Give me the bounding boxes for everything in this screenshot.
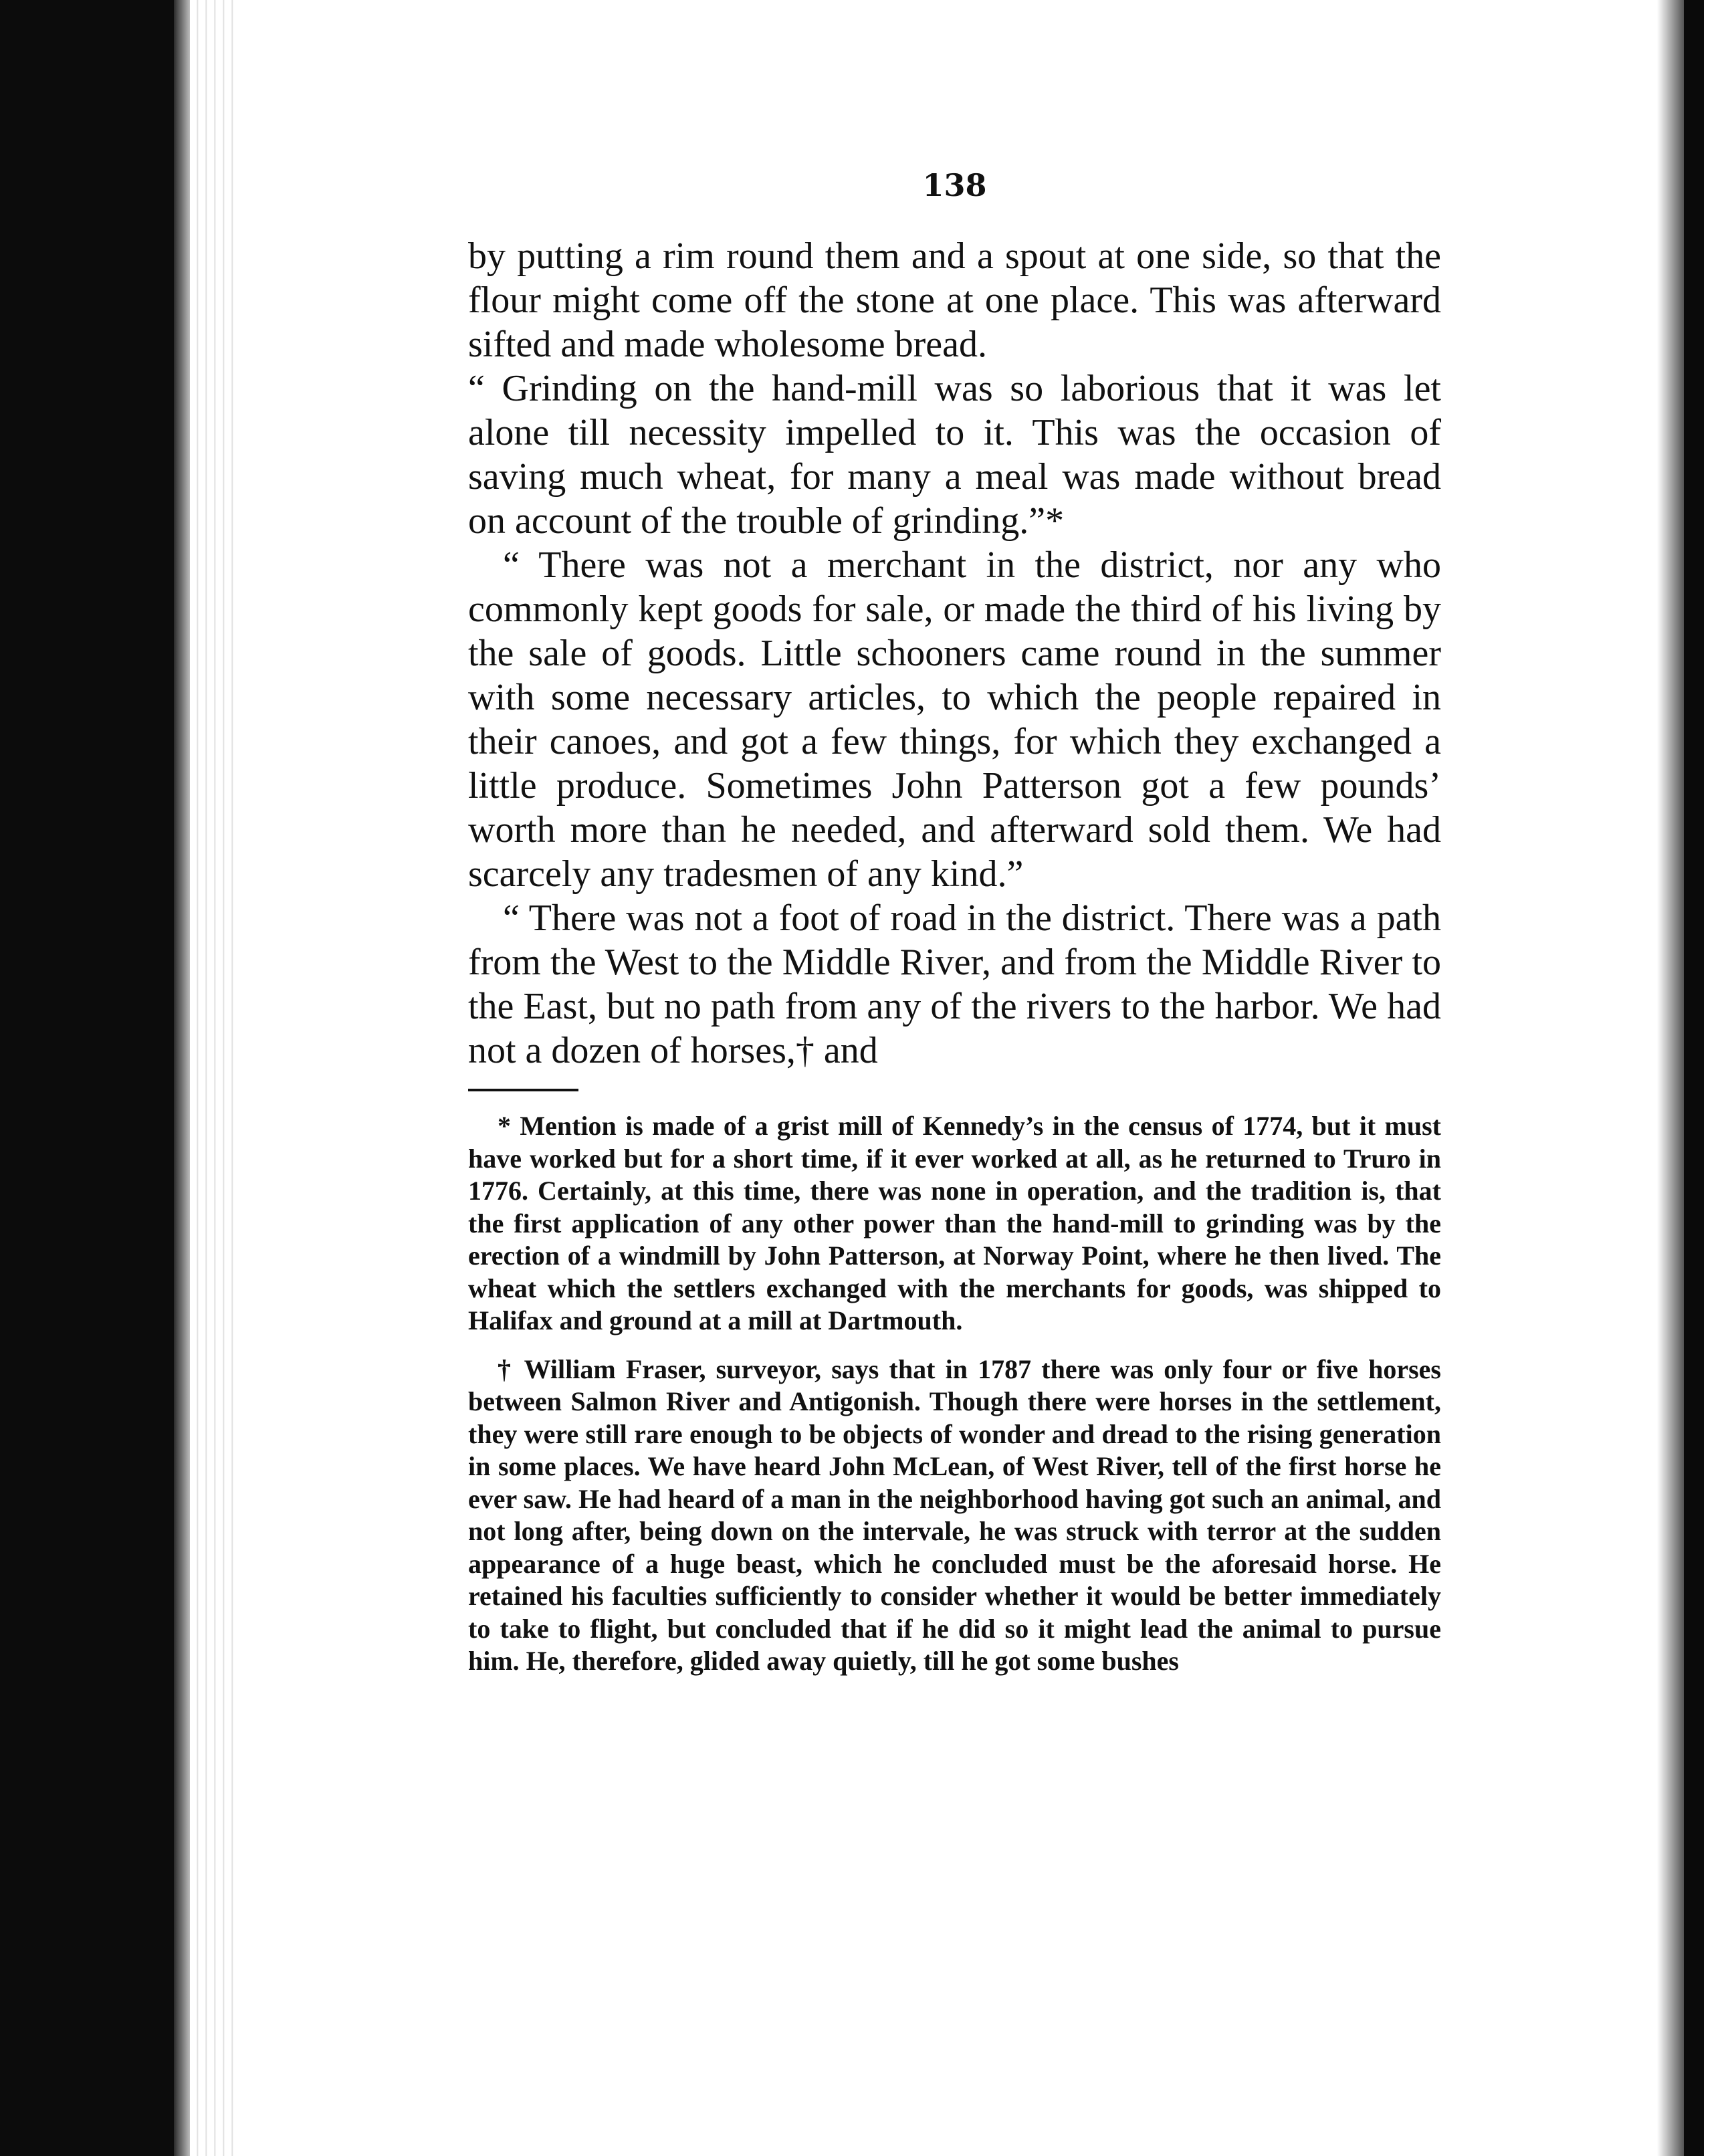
page-right-shadow	[1657, 0, 1684, 2156]
footnote: * Mention is made of a grist mill of Kennedy’s in the census of 1774, but it must have worked but for a short time, if it ever worked at all, as he returned to Truro in 1776. Certainly, at this time, there was none in operation, and the tradition is, that the first application of any other power than the hand-mill to grinding was by the erection of a windmill by John Patterson, at Norway Point, where he then lived. The wheat which the settlers exchanged with the merchants for goods, was shipped to Halifax and ground at a mill at Dartmouth.	[468, 1111, 1441, 1335]
scan-dark-border-left	[0, 0, 174, 2156]
paragraph: “ There was not a merchant in the district, nor any who commonly kept goods for sale, or made the third of his living by the sale of goods. Little schooners came round in the summer with some necessary articles, to which the people repaired in their canoes, and got a few things, for which they exchanged a little produce. Sometimes John Patterson got a few pounds’ worth more than he needed, and afterward sold them. We had scarcely any tradesmen of any kind.”	[468, 544, 1441, 895]
scan-dark-border-right	[1684, 0, 1704, 2156]
paragraph: “ Grinding on the hand-mill was so laborious that it was let alone till necessity impelled to it. This was the occasion of saving much wheat, for many a meal was made without bread on account of the trouble of grinding.”*	[468, 368, 1441, 542]
book-spine-edge	[174, 0, 190, 2156]
footnote: † William Fraser, surveyor, says that in 1787 there was only four or five horses between Salmon River and Antigonish. Though there were horses in the settlement, they were still rare enough to be objects of wonder and dread to the rising generation in some places. We have heard John McLean, of West River, tell of the first horse he ever saw. He had heard of a man in the neighborhood having got such an animal, and not long after, being down on the intervale, he was struck with terror at the sudden appearance of a huge beast, which he concluded must be the aforesaid horse. He retained his faculties sufficiently to consider whether it would be better immediately to take to flight, but concluded that if he did so it might lead the animal to pursue him. He, therefore, glided away quietly, till he got some bushes	[468, 1354, 1441, 1676]
page-stack-edges	[190, 0, 237, 2156]
book-page	[468, 167, 1441, 1694]
paragraph: “ There was not a foot of road in the district. There was a path from the West to the Middle River, and from the Middle River to the East, but no path from any of the rivers to the harbor. We had not a dozen of horses,† and	[468, 897, 1441, 1071]
scan-margin-right	[1704, 0, 1736, 2156]
footnotes	[468, 1110, 1441, 1678]
footnote-divider	[468, 1089, 578, 1091]
page-number: 138	[922, 167, 987, 203]
main-text	[468, 234, 1441, 1073]
paragraph: by putting a rim round them and a spout at one side, so that the flour might come off the stone at one place. This was afterward sifted and made wholesome bread.	[468, 235, 1441, 365]
